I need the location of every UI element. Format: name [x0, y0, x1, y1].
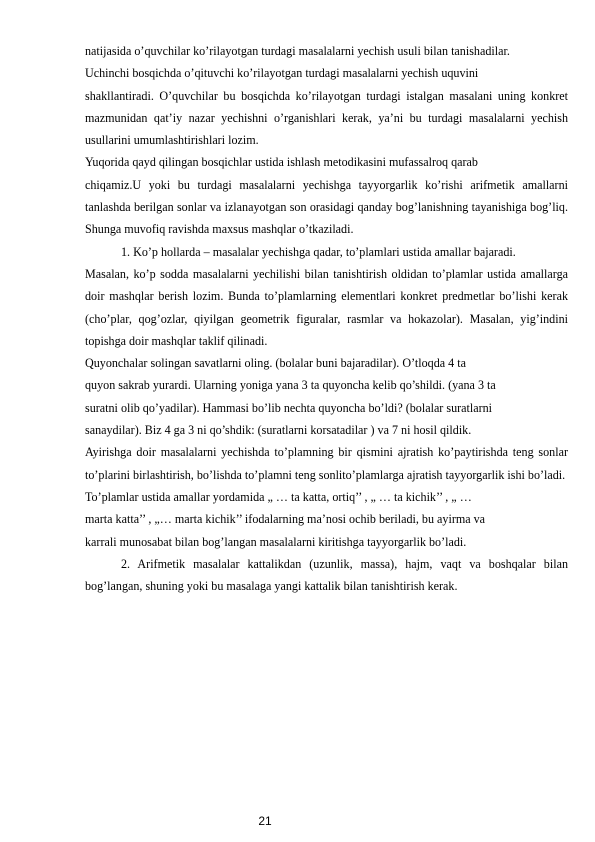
- paragraph-14: marta katta’’ , „… marta kichik’’ ifodalarning ma’nosi ochib beriladi, bu ayirma va: [85, 512, 486, 527]
- paragraph-10: suratni olib qo’yadilar). Hammasi bo’lib nechta quyoncha bo’ldi? (bolalar suratlarni: [85, 400, 493, 415]
- paragraph-16: 2. Arifmetik masalalar kattalikdan (uzunlik, massa), hajm, vaqt va boshqalar bilan bog’langan, shuning yoki bu masalaga yangi kattalik bilan tanishtirish kerak.: [85, 556, 568, 594]
- paragraph-3: shakllantiradi. O’quvchilar bu bosqichda ko’rilayotgan turdagi istalgan masalani uning konkret mazmunidan qat’iy nazar yechishni o’rganishlari kerak, ya’ni bu turdagi masalalarni yechish usullarini umumlashtirishlari lozim.: [85, 88, 568, 148]
- page-number: 21: [258, 814, 272, 828]
- paragraph-9: quyon sakrab yurardi. Ularning yoniga yana 3 ta quyoncha kelib qo’shildi. (yana 3 ta: [85, 378, 496, 393]
- paragraph-4: Yuqorida qayd qilingan bosqichlar ustida ishlash metodikasini mufassalroq qarab: [85, 155, 478, 170]
- paragraph-11: sanaydilar). Biz 4 ga 3 ni qo’shdik: (suratlarni korsatadilar ) va 7 ni hosil qildik.: [85, 423, 472, 438]
- paragraph-8: Quyonchalar solingan savatlarni oling. (bolalar buni bajaradilar). O’tloqda 4 ta: [85, 356, 466, 371]
- paragraph-13: To’plamlar ustida amallar yordamida „ … ta katta, ortiq’’ , „ … ta kichik’’ , „ …: [85, 489, 472, 504]
- paragraph-1: natijasida o’quvchilar ko’rilayotgan turdagi masalalarni yechish usuli bilan tanishadilar.: [85, 44, 510, 58]
- document-page: [85, 40, 568, 597]
- paragraph-5: chiqamiz.U yoki bu turdagi masalalarni yechishga tayyorgarlik ko’rishi arifmetik amallarni tanlashda berilgan sonlar va izlanayotgan son orasidagi qanday bog’lanishning tayanishiga bog’liq. Shunga muvofiq ravishda maxsus mashqlar o’tkaziladi.: [85, 177, 568, 237]
- paragraph-7: Masalan, ko’p sodda masalalarni yechilishi bilan tanishtirish oldidan to’plamlar ustida amallarga doir mashqlar berish lozim. Bunda to’plamlarning elementlari konkret predmetlar bo’lishi kerak (cho’plar, qog’ozlar, qiyilgan geometrik figuralar, rasmlar va hokazolar). Masalan, yig’indini topishga doir mashqlar taklif qilinadi.: [85, 266, 568, 348]
- paragraph-15: karrali munosabat bilan bog’langan masalalarni kiritishga tayyorgarlik bo’ladi.: [85, 534, 467, 549]
- paragraph-2: Uchinchi bosqichda o’qituvchi ko’rilayotgan turdagi masalalarni yechish uquvini: [85, 66, 479, 81]
- paragraph-6: 1. Ko’p hollarda – masalalar yechishga qadar, to’plamlari ustida amallar bajaradi.: [121, 244, 516, 259]
- paragraph-12: Ayirishga doir masalalarni yechishda to’plamning bir qismini ajratish ko’paytirishda teng sonlar to’plarini birlashtirish, bo’lishda to’plamni teng sonlito’plamlarga ajratish tayyorgarlik ishi bo’ladi.: [85, 445, 568, 482]
